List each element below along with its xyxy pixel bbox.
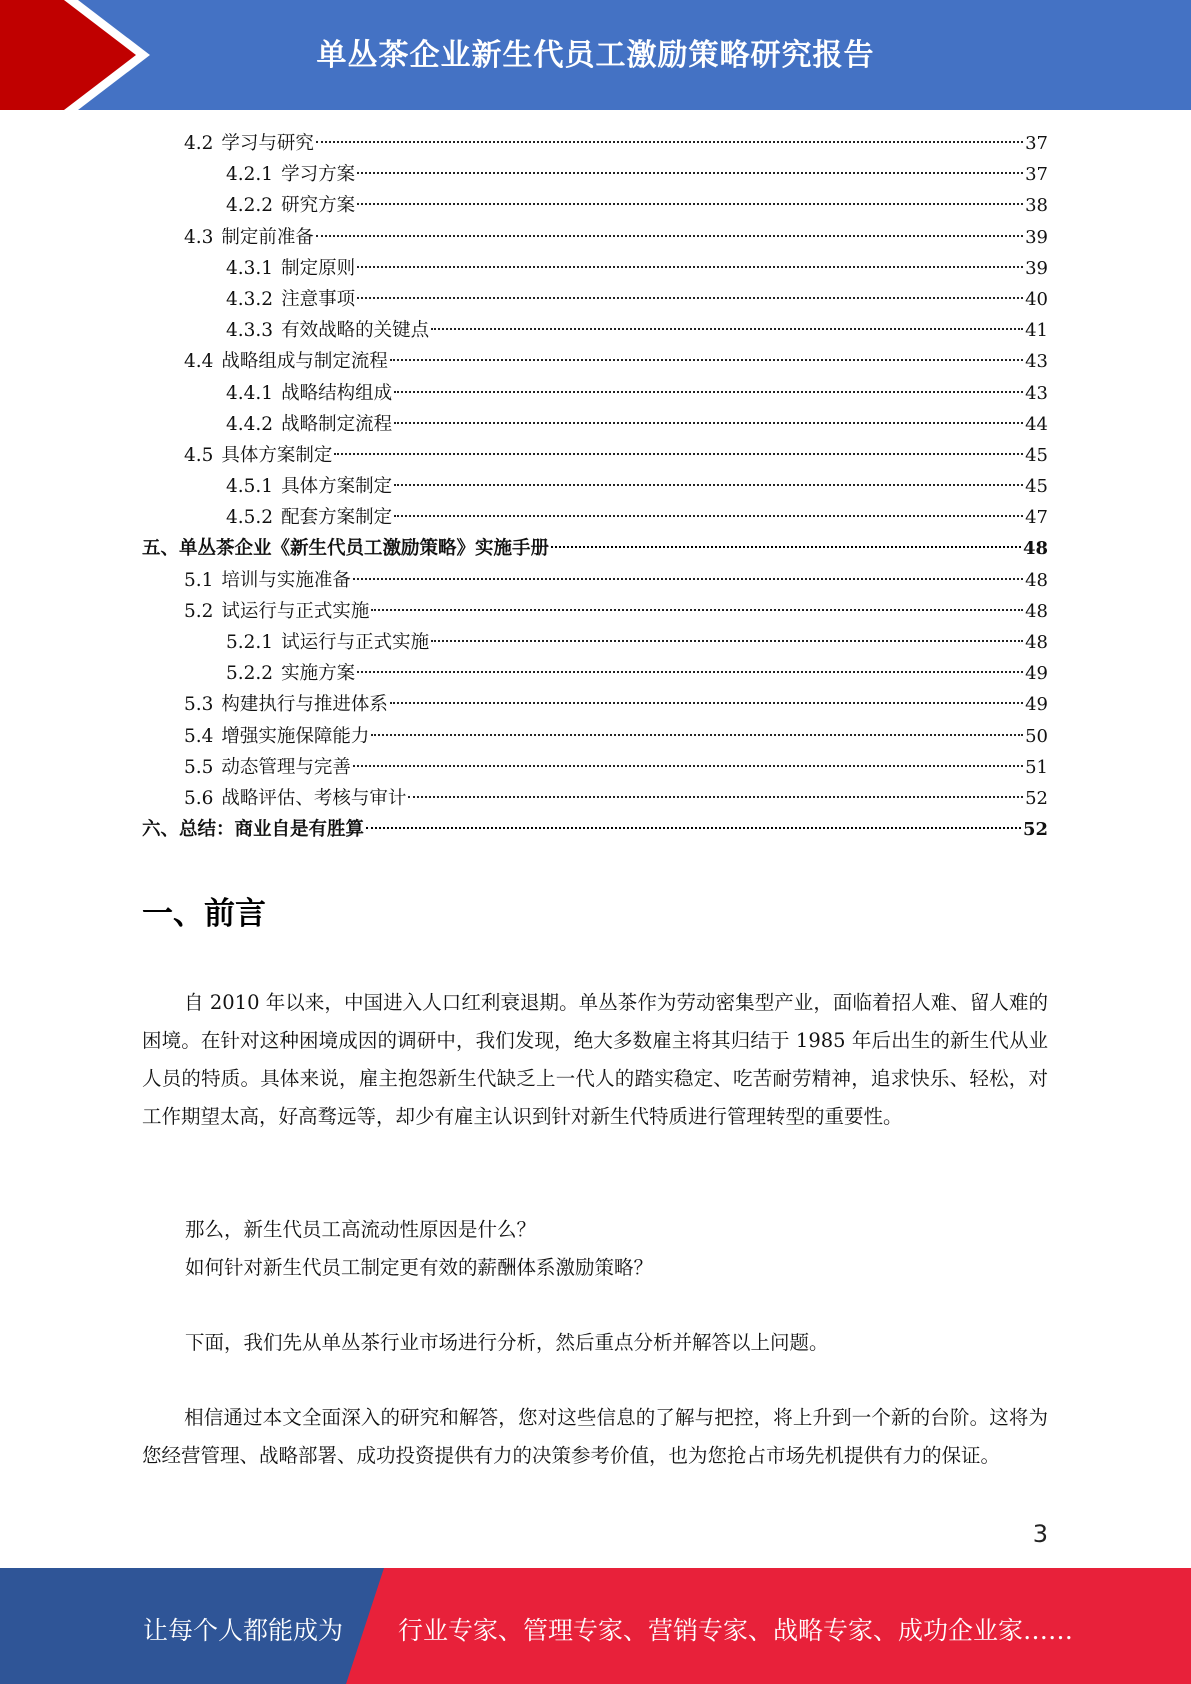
toc-dot-leader: [316, 141, 1023, 143]
toc-page-number: 43: [1025, 351, 1048, 373]
toc-entry-title: 动态管理与完善: [221, 756, 351, 778]
toc-entry[interactable]: [142, 721, 1048, 752]
toc-page-number: 49: [1025, 663, 1048, 685]
toc-entry-number: 4.5: [184, 444, 214, 466]
toc-entry-title: 构建执行与推进体系: [221, 694, 388, 716]
toc-page-number: 45: [1025, 444, 1048, 466]
toc-page-number: 52: [1022, 819, 1048, 841]
toc-entry-number: 5.1: [184, 569, 214, 591]
toc-dot-leader: [357, 203, 1023, 205]
toc-page-number: 48: [1025, 600, 1048, 622]
toc-entry[interactable]: [142, 190, 1048, 221]
toc-entry[interactable]: [142, 378, 1048, 409]
toc-dot-leader: [394, 515, 1023, 517]
toc-page-number: 37: [1025, 133, 1048, 154]
toc-entry-title: 试运行与正式实施: [221, 600, 370, 622]
toc-entry-number: 4.4.2: [226, 413, 274, 435]
toc-entry-title: 增强实施保障能力: [221, 725, 370, 747]
toc-entry-title: 有效战略的关键点: [281, 320, 430, 342]
toc-entry[interactable]: [142, 409, 1048, 440]
toc-dot-leader: [408, 796, 1023, 798]
toc-page-number: 48: [1025, 569, 1048, 591]
table-of-contents: [142, 128, 1048, 845]
toc-dot-leader: [353, 765, 1023, 767]
question-2: 如何针对新生代员工制定更有效的薪酬体系激励策略？: [185, 1256, 654, 1279]
toc-dot-leader: [353, 578, 1023, 580]
toc-entry[interactable]: [142, 253, 1048, 284]
toc-dot-leader: [357, 297, 1023, 299]
toc-dot-leader: [316, 235, 1023, 237]
toc-entry-title: 战略制定流程: [281, 413, 393, 435]
toc-dot-leader: [394, 484, 1023, 486]
page-header: [0, 0, 1191, 110]
toc-entry[interactable]: [142, 565, 1048, 596]
toc-entry-title: 制定原则: [281, 257, 356, 279]
toc-dot-leader: [394, 391, 1023, 393]
toc-page-number: 48: [1022, 538, 1048, 560]
footer-slogan-left: 让每个人都能成为: [143, 1616, 344, 1645]
toc-entry-title: 试运行与正式实施: [281, 632, 430, 653]
closing-paragraph: 相信通过本文全面深入的研究和解答，您对这些信息的了解与把控，将上升到一个新的台阶。这将为您经营管理、战略部署、成功投资提供有力的决策参考价值，也为您抢占市场先机提供有力的保证。: [142, 1406, 1048, 1467]
toc-entry-title: 配套方案制定: [281, 507, 393, 529]
toc-entry-number: 5.3: [184, 694, 214, 716]
toc-entry[interactable]: [142, 128, 1048, 159]
toc-page-number: 39: [1025, 226, 1048, 248]
toc-entry-title: 注意事项: [281, 288, 356, 310]
toc-entry[interactable]: [142, 284, 1048, 315]
toc-page-number: 37: [1025, 164, 1048, 186]
toc-entry[interactable]: [142, 440, 1048, 471]
toc-entry[interactable]: [142, 689, 1048, 720]
toc-entry-title: 学习方案: [281, 164, 356, 186]
toc-dot-leader: [371, 609, 1023, 611]
toc-entry[interactable]: [142, 783, 1048, 814]
toc-entry[interactable]: [142, 502, 1048, 533]
toc-entry-number: 5.4: [184, 725, 214, 747]
toc-entry[interactable]: [142, 222, 1048, 253]
toc-page-number: 49: [1025, 694, 1048, 716]
toc-entry[interactable]: [142, 658, 1048, 689]
toc-dot-leader: [394, 422, 1023, 424]
toc-entry-title: 具体方案制定: [221, 444, 333, 466]
toc-entry-title: 研究方案: [281, 195, 356, 217]
toc-dot-leader: [357, 172, 1023, 174]
toc-entry-number: 5.2: [184, 600, 214, 622]
toc-entry-title: 制定前准备: [221, 226, 314, 248]
toc-page-number: 41: [1025, 320, 1048, 342]
toc-page-number: 52: [1025, 787, 1048, 809]
footer-slogan-right: 行业专家、管理专家、营销专家、战略专家、成功企业家……: [398, 1616, 1074, 1645]
toc-dot-leader: [334, 453, 1023, 455]
toc-entry-number: 5.2.1: [226, 632, 274, 653]
page-footer: [0, 1568, 1191, 1684]
toc-page-number: 39: [1025, 257, 1048, 279]
header-title: 单丛茶企业新生代员工激励策略研究报告: [316, 38, 875, 73]
toc-entry-number: 4.3.1: [226, 257, 274, 279]
toc-entry-number: 4.5.2: [226, 507, 274, 529]
toc-entry-number: 5.5: [184, 756, 214, 778]
toc-entry-title: 培训与实施准备: [221, 569, 351, 591]
question-1: 那么，新生代员工高流动性原因是什么？: [185, 1218, 537, 1241]
toc-dot-leader: [371, 734, 1023, 736]
toc-page-number: 40: [1025, 288, 1048, 310]
toc-entry-title: 五、单丛茶企业《新生代员工激励策略》实施手册: [142, 538, 550, 560]
toc-dot-leader: [390, 359, 1023, 361]
toc-entry-title: 具体方案制定: [281, 476, 393, 498]
intro-paragraph: 自 2010 年以来，中国进入人口红利衰退期。单丛茶作为劳动密集型产业，面临着招人难、留人难的困境。在针对这种困境成因的调研中，我们发现，绝大多数雇主将其归结于 1985 年后出生的新生代从业人员的特质。具体来说，雇主抱怨新生代缺乏上一代人的踏实稳定、吃苦耐劳精神，追求快乐、轻松，对工作期望太高，好高骛远等，却少有雇主认识到针对新生代特质进行管理转型的重要性。: [142, 991, 1048, 1128]
toc-entry-number: 4.3.2: [226, 288, 274, 310]
toc-entry[interactable]: [142, 627, 1048, 658]
toc-entry-number: 4.3: [184, 226, 214, 248]
toc-dot-leader: [431, 328, 1023, 330]
toc-page-number: 50: [1025, 725, 1048, 747]
toc-entry[interactable]: [142, 596, 1048, 627]
toc-entry-title: 战略组成与制定流程: [221, 351, 388, 373]
toc-dot-leader: [357, 266, 1023, 268]
toc-entry[interactable]: [142, 814, 1048, 845]
toc-entry-number: 4.4: [184, 351, 214, 373]
toc-entry-title: 战略评估、考核与审计: [221, 787, 407, 809]
toc-entry[interactable]: [142, 315, 1048, 346]
toc-dot-leader: [366, 827, 1021, 829]
toc-entry-title: 六、总结：商业自是有胜算: [142, 819, 365, 841]
toc-entry[interactable]: [142, 533, 1048, 564]
toc-dot-leader: [431, 640, 1023, 642]
toc-page-number: 47: [1025, 507, 1048, 529]
toc-entry-number: 4.2.2: [226, 195, 274, 217]
toc-entry-number: 4.3.3: [226, 320, 274, 342]
toc-entry-title: 战略结构组成: [281, 382, 393, 404]
analysis-paragraph: 下面，我们先从单丛茶行业市场进行分析，然后重点分析并解答以上问题。: [185, 1331, 829, 1354]
toc-dot-leader: [357, 671, 1023, 673]
toc-entry-number: 4.2.1: [226, 164, 274, 186]
toc-entry[interactable]: [142, 346, 1048, 377]
toc-page-number: 48: [1025, 632, 1048, 653]
toc-entry[interactable]: [142, 752, 1048, 783]
toc-entry-number: 5.2.2: [226, 663, 274, 685]
page-number: 3: [1032, 1520, 1048, 1548]
toc-entry-title: 学习与研究: [221, 133, 314, 154]
toc-page-number: 45: [1025, 476, 1048, 498]
toc-page-number: 38: [1025, 195, 1048, 217]
section-title: 一、前言: [142, 896, 266, 932]
toc-entry-number: 4.2: [184, 133, 214, 154]
toc-entry[interactable]: [142, 471, 1048, 502]
toc-page-number: 51: [1025, 756, 1048, 778]
toc-entry-number: 4.5.1: [226, 476, 274, 498]
toc-dot-leader: [551, 546, 1021, 548]
toc-entry[interactable]: [142, 159, 1048, 190]
toc-entry-number: 5.6: [184, 787, 214, 809]
toc-entry-number: 4.4.1: [226, 382, 274, 404]
toc-page-number: 43: [1025, 382, 1048, 404]
toc-page-number: 44: [1025, 413, 1048, 435]
toc-dot-leader: [390, 702, 1023, 704]
toc-entry-title: 实施方案: [281, 663, 356, 685]
